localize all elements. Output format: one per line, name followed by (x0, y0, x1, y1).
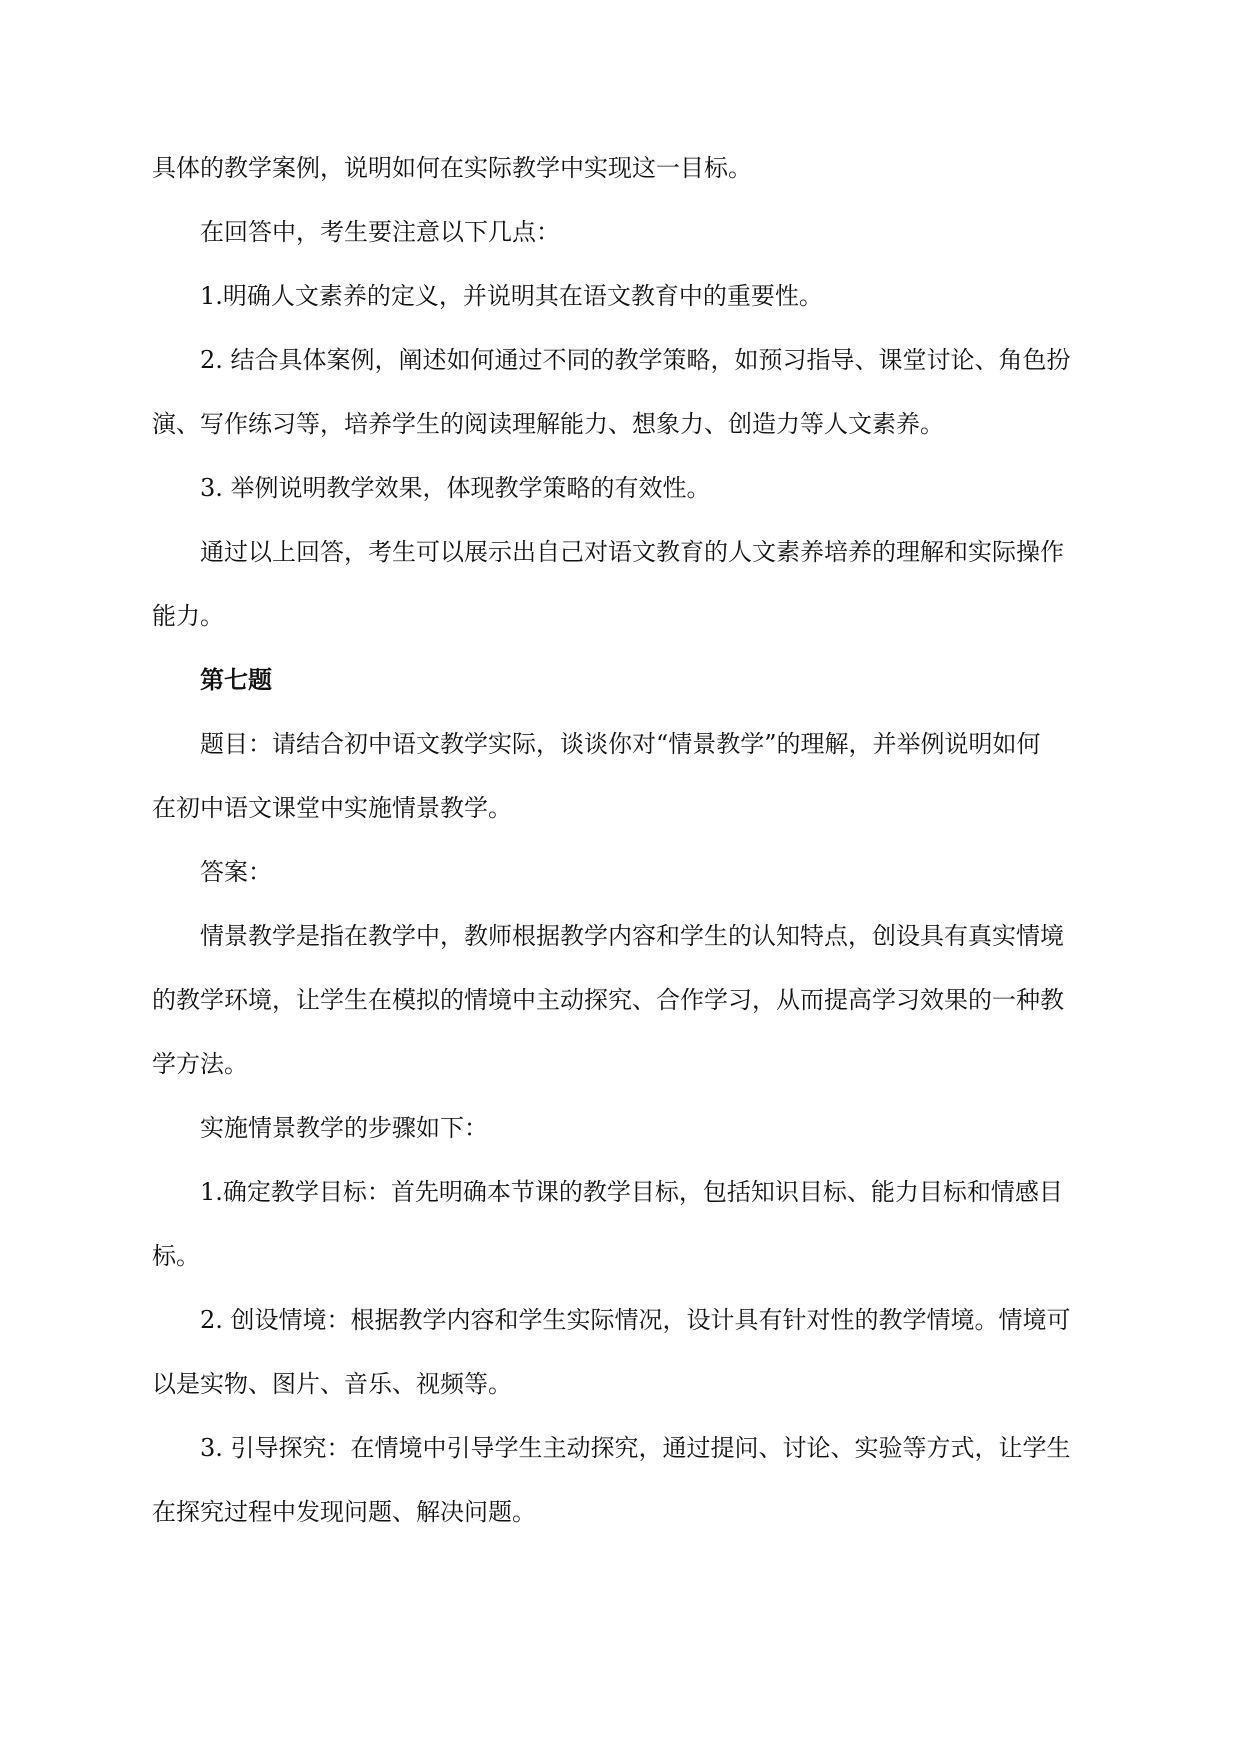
text-line-step-3-cont: 在探究过程中发现问题、解决问题。 (152, 1498, 536, 1526)
text-line-answer-notes: 在回答中，考生要注意以下几点： (200, 218, 560, 246)
text-line-point-2-cont: 演、写作练习等，培养学生的阅读理解能力、想象力、创造力等人文素养。 (152, 410, 944, 438)
text-line-steps-intro: 实施情景教学的步骤如下： (200, 1114, 488, 1142)
text-line-step-1-cont: 标。 (152, 1242, 200, 1270)
text-line-answer-label: 答案： (200, 858, 272, 886)
text-line-step-2-cont: 以是实物、图片、音乐、视频等。 (152, 1370, 512, 1398)
text-line-summary: 通过以上回答，考生可以展示出自己对语文教育的人文素养培养的理解和实际操作 (200, 538, 1064, 566)
text-line-definition-cont: 的教学环境，让学生在模拟的情境中主动探究、合作学习，从而提高学习效果的一种教 (152, 986, 1064, 1014)
text-line-summary-cont: 能力。 (152, 602, 224, 630)
text-line-point-3: 3. 举例说明教学效果，体现教学策略的有效性。 (200, 474, 711, 502)
text-line-definition: 情景教学是指在教学中，教师根据教学内容和学生的认知特点，创设具有真实情境 (200, 922, 1064, 950)
text-line-point-1: 1.明确人文素养的定义，并说明其在语文教育中的重要性。 (200, 282, 823, 310)
section-heading-question-7: 第七题 (200, 665, 272, 694)
text-line-question: 题目：请结合初中语文教学实际，谈谈你对“情景教学”的理解，并举例说明如何 (200, 730, 1041, 758)
document-page (152, 136, 1092, 1544)
text-line-case-example: 具体的教学案例，说明如何在实际教学中实现这一目标。 (152, 154, 752, 182)
text-line-question-cont: 在初中语文课堂中实施情景教学。 (152, 794, 512, 822)
text-line-definition-end: 学方法。 (152, 1050, 248, 1078)
text-line-step-3: 3. 引导探究：在情境中引导学生主动探究，通过提问、讨论、实验等方式，让学生 (200, 1434, 1071, 1462)
text-line-point-2: 2. 结合具体案例，阐述如何通过不同的教学策略，如预习指导、课堂讨论、角色扮 (200, 346, 1071, 374)
text-line-step-2: 2. 创设情境：根据教学内容和学生实际情况，设计具有针对性的教学情境。情境可 (200, 1306, 1071, 1334)
text-line-step-1: 1.确定教学目标：首先明确本节课的教学目标，包括知识目标、能力目标和情感目 (200, 1178, 1063, 1206)
